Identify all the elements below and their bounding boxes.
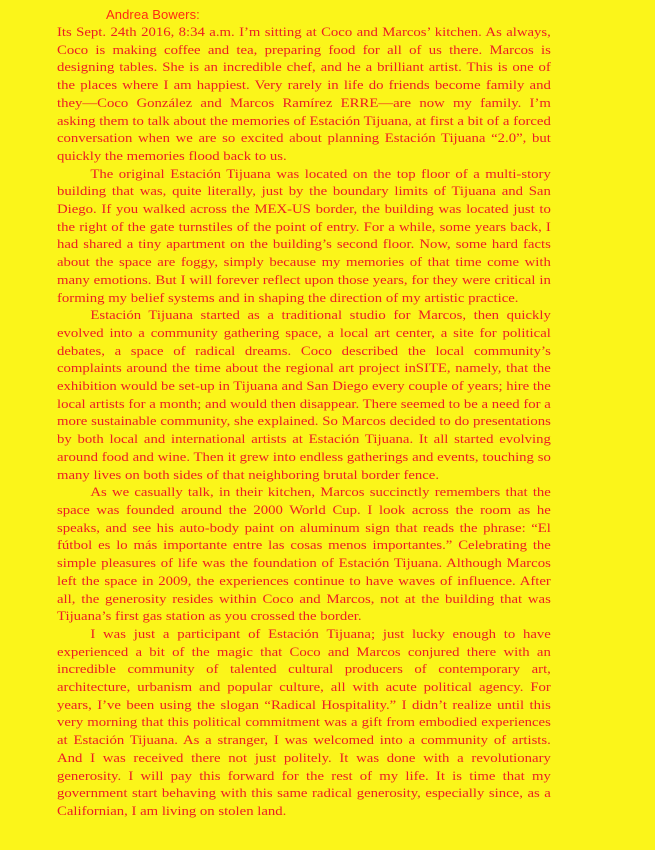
paragraph-3: Estación Tijuana started as a traditional studio for Marcos, then quickly evolved into a community gathering space, a local art center, a site for political debates, a space of radical dreams. Coco described the local community’s complaints around the time about the regional art project inSITE, namely, that the exhibition would be set-up in Tijuana and San Diego every couple of years; hire the local artists for a month; and would then disappear. There seemed to be a need for a more sustainable community, she explained. So Marcos decided to do presentations by both local and international artists at Estación Tijuana. It all started evolving around food and wine. Then it grew into endless gatherings and events, touching so many lives on both sides of that neighboring brutal border fence. xyxy=(57,308,551,482)
paragraph-1: Its Sept. 24th 2016, 8:34 a.m. I’m sitting at Coco and Marcos’ kitchen. As always, Coco is making coffee and tea, preparing food for all of us there. Marcos is designing tables. She is an incredible chef, and he a brilliant artist. This is one of the places where I am happiest. Very rarely in life do friends become family and they—Coco González and Marcos Ramírez ERRE—are now my family. I’m asking them to talk about the memories of Estación Tijuana, at first a bit of a forced conversation when we are so excited about planning Estación Tijuana “2.0”, but quickly the memories flood back to us. xyxy=(57,25,551,163)
paragraph-4: As we casually talk, in their kitchen, Marcos succinctly remembers that the space was founded around the 2000 World Cup. I look across the room as he speaks, and see his auto-body paint on aluminum sign that reads the phrase: “El fútbol es lo más importante entre las cosas menos importantes.” Celebrating the simple pleasures of life was the foundation of Estación Tijuana. Although Marcos left the space in 2009, the experiences continue to have waves of influence. After all, the generosity resides within Coco and Marcos, not at the building that was Tijuana’s first gas station as you crossed the border. xyxy=(57,485,551,624)
essay-body xyxy=(57,24,551,821)
author-name: Andrea Bowers: xyxy=(106,7,200,22)
paragraph-2: The original Estación Tijuana was located on the top floor of a multi-story building that was, quite literally, just by the boundary limits of Tijuana and San Diego. If you walked across the MEX-US border, the building was located just to the right of the gate turnstiles of the point of entry. For a while, some years back, I had shared a tiny apartment on the building’s second floor. Now, some hard facts about the space are foggy, simply because my memories of that time come with many emotions. But I will forever reflect upon those years, for they were critical in forming my belief systems and in shaping the direction of my artistic practice. xyxy=(57,166,551,305)
paragraph-5: I was just a participant of Estación Tijuana; just lucky enough to have experienced a bit of the magic that Coco and Marcos conjured there with an incredible community of talented cultural producers of contemporary art, architecture, urbanism and popular culture, all with acute political agency. For years, I’ve been using the slogan “Radical Hospitality.” I didn’t realize until this very morning that this political commitment was a gift from embodied experiences at Estación Tijuana. As a stranger, I was welcomed into a community of artists. And I was received there not just politely. It was done with a revolutionary generosity. I will pay this forward for the rest of my life. It is time that my government start behaving with this same radical generosity, especially since, as a Californian, I am living on stolen land. xyxy=(57,626,551,818)
